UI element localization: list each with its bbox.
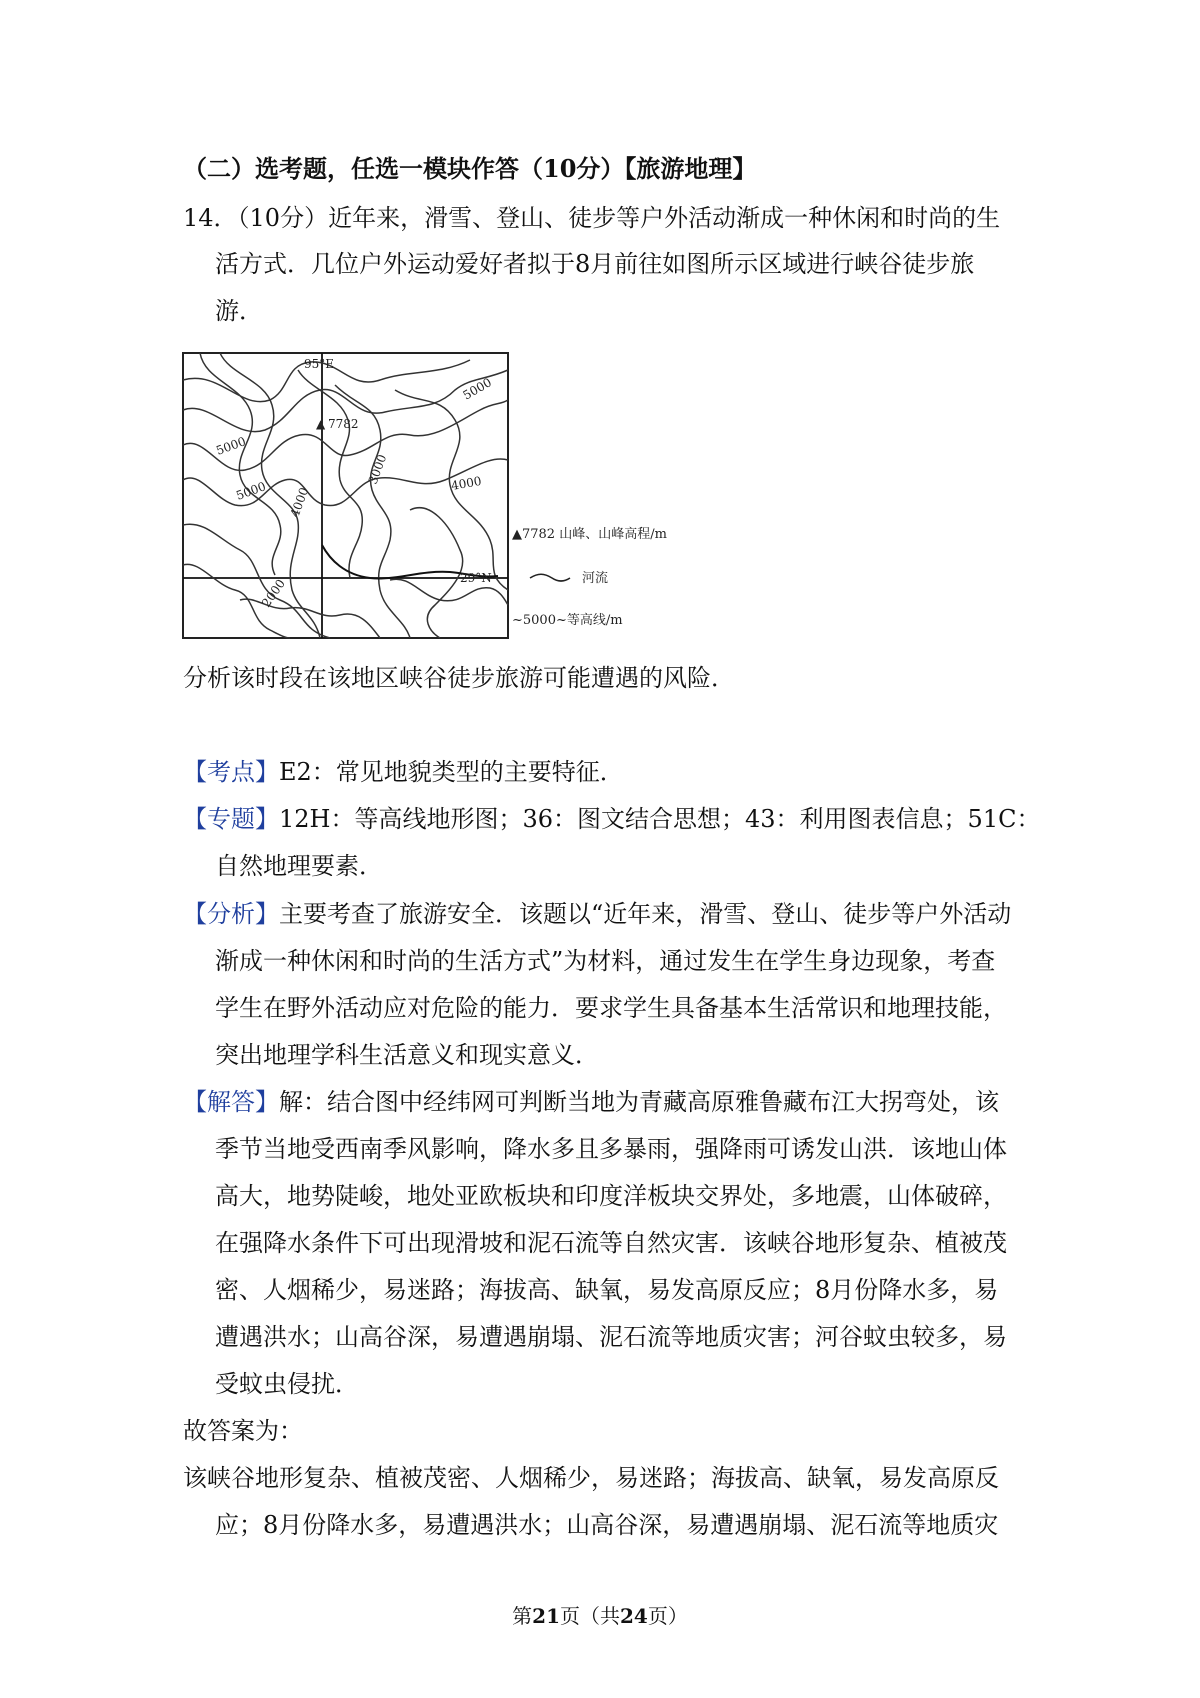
- legend-contour: ~5000~等高线/m: [512, 613, 623, 628]
- question-prompt: 分析该时段在该地区峡谷徒步旅游可能遭遇的风险．: [183, 664, 735, 692]
- contour-label: 5000: [234, 479, 268, 503]
- fenxi-text-1: 主要考查了旅游安全．该题以“近年来，滑雪、登山、徒步等户外活动: [279, 900, 1012, 928]
- jieda-line-2: 季节当地受西南季风影响，降水多且多暴雨，强降雨可诱发山洪．该地山体: [215, 1135, 1007, 1163]
- legend-river: 河流: [582, 571, 609, 586]
- jieda-line-5: 密、人烟稀少，易迷路；海拔高、缺氧，易发高原反应；8月份降水多，易: [215, 1276, 999, 1304]
- jieda-text-1: 解：结合图中经纬网可判断当地为青藏高原雅鲁藏布江大拐弯处，该: [279, 1088, 999, 1116]
- legend-river-icon: [530, 574, 570, 581]
- contour-label: 2000: [258, 576, 288, 610]
- answer-line-2: 应；8月份降水多，易遭遇洪水；山高谷深，易遭遇崩塌、泥石流等地质灾: [215, 1511, 999, 1539]
- jieda-line-1: [183, 1087, 999, 1117]
- contour-label: 3000: [365, 452, 390, 487]
- jieda-line-7: 受蚊虫侵扰．: [215, 1370, 359, 1398]
- footer-page-number: 21: [532, 1604, 560, 1628]
- zhuanti-line-1: [183, 804, 1040, 834]
- footer-middle: 页（共: [560, 1604, 620, 1628]
- legend-peak: ▲7782 山峰、山峰高程/m: [512, 527, 667, 542]
- map-legend: [508, 518, 748, 638]
- answer-intro: 故答案为：: [183, 1417, 303, 1445]
- section-title: （二）选考题，任选一模块作答（10分）【旅游地理】: [183, 154, 757, 183]
- kaodian-line: [183, 757, 624, 787]
- meridian-label: 95°E: [304, 357, 335, 371]
- footer-prefix: 第: [512, 1604, 533, 1628]
- parallel-label: 29°N: [460, 571, 492, 585]
- contour-label: 4000: [450, 473, 483, 493]
- footer-suffix: 页）: [647, 1604, 688, 1628]
- fenxi-line-3: 学生在野外活动应对危险的能力．要求学生具备基本生活常识和地理技能，: [215, 994, 1007, 1022]
- page-footer: [0, 1603, 1200, 1629]
- question-line-3: 游．: [215, 297, 263, 325]
- answer-line-1: 该峡谷地形复杂、植被茂密、人烟稀少，易迷路；海拔高、缺氧，易发高原反: [183, 1464, 999, 1492]
- zhuanti-text-1: 12H：等高线地形图；36：图文结合思想；43：利用图表信息；51C：: [279, 805, 1041, 833]
- fenxi-line-4: 突出地理学科生活意义和现实意义．: [215, 1041, 599, 1069]
- contour-label: 4000: [287, 485, 312, 520]
- jieda-line-6: 遭遇洪水；山高谷深，易遭遇崩塌、泥石流等地质灾害；河谷蚊虫较多，易: [215, 1323, 1007, 1351]
- fenxi-tag: 【分析】: [183, 900, 279, 928]
- contour-label: 5000: [460, 375, 494, 403]
- zhuanti-line-2: 自然地理要素．: [215, 852, 383, 880]
- fenxi-line-1: [183, 899, 1011, 929]
- jieda-line-4: 在强降水条件下可出现滑坡和泥石流等自然灾害．该峡谷地形复杂、植被茂: [215, 1229, 1007, 1257]
- contour-label: 5000: [214, 434, 248, 458]
- zhuanti-tag: 【专题】: [183, 805, 279, 833]
- fenxi-line-2: 渐成一种休闲和时尚的生活方式”为材料，通过发生在学生身边现象，考查: [215, 947, 996, 975]
- jieda-tag: 【解答】: [183, 1088, 279, 1116]
- peak-label: 7782: [328, 417, 359, 431]
- kaodian-tag: 【考点】: [183, 758, 279, 786]
- question-line-1: 14．（10分）近年来，滑雪、登山、徒步等户外活动渐成一种休闲和时尚的生: [183, 204, 1001, 232]
- contour-map: [180, 350, 520, 640]
- question-line-2: 活方式．几位户外运动爱好者拟于8月前往如图所示区域进行峡谷徒步旅: [215, 250, 975, 278]
- footer-total-pages: 24: [620, 1604, 648, 1628]
- jieda-line-3: 高大，地势陡峻，地处亚欧板块和印度洋板块交界处，多地震，山体破碎，: [215, 1182, 1007, 1210]
- kaodian-text: E2：常见地貌类型的主要特征．: [279, 758, 624, 786]
- peak-marker-icon: ▲: [316, 417, 326, 431]
